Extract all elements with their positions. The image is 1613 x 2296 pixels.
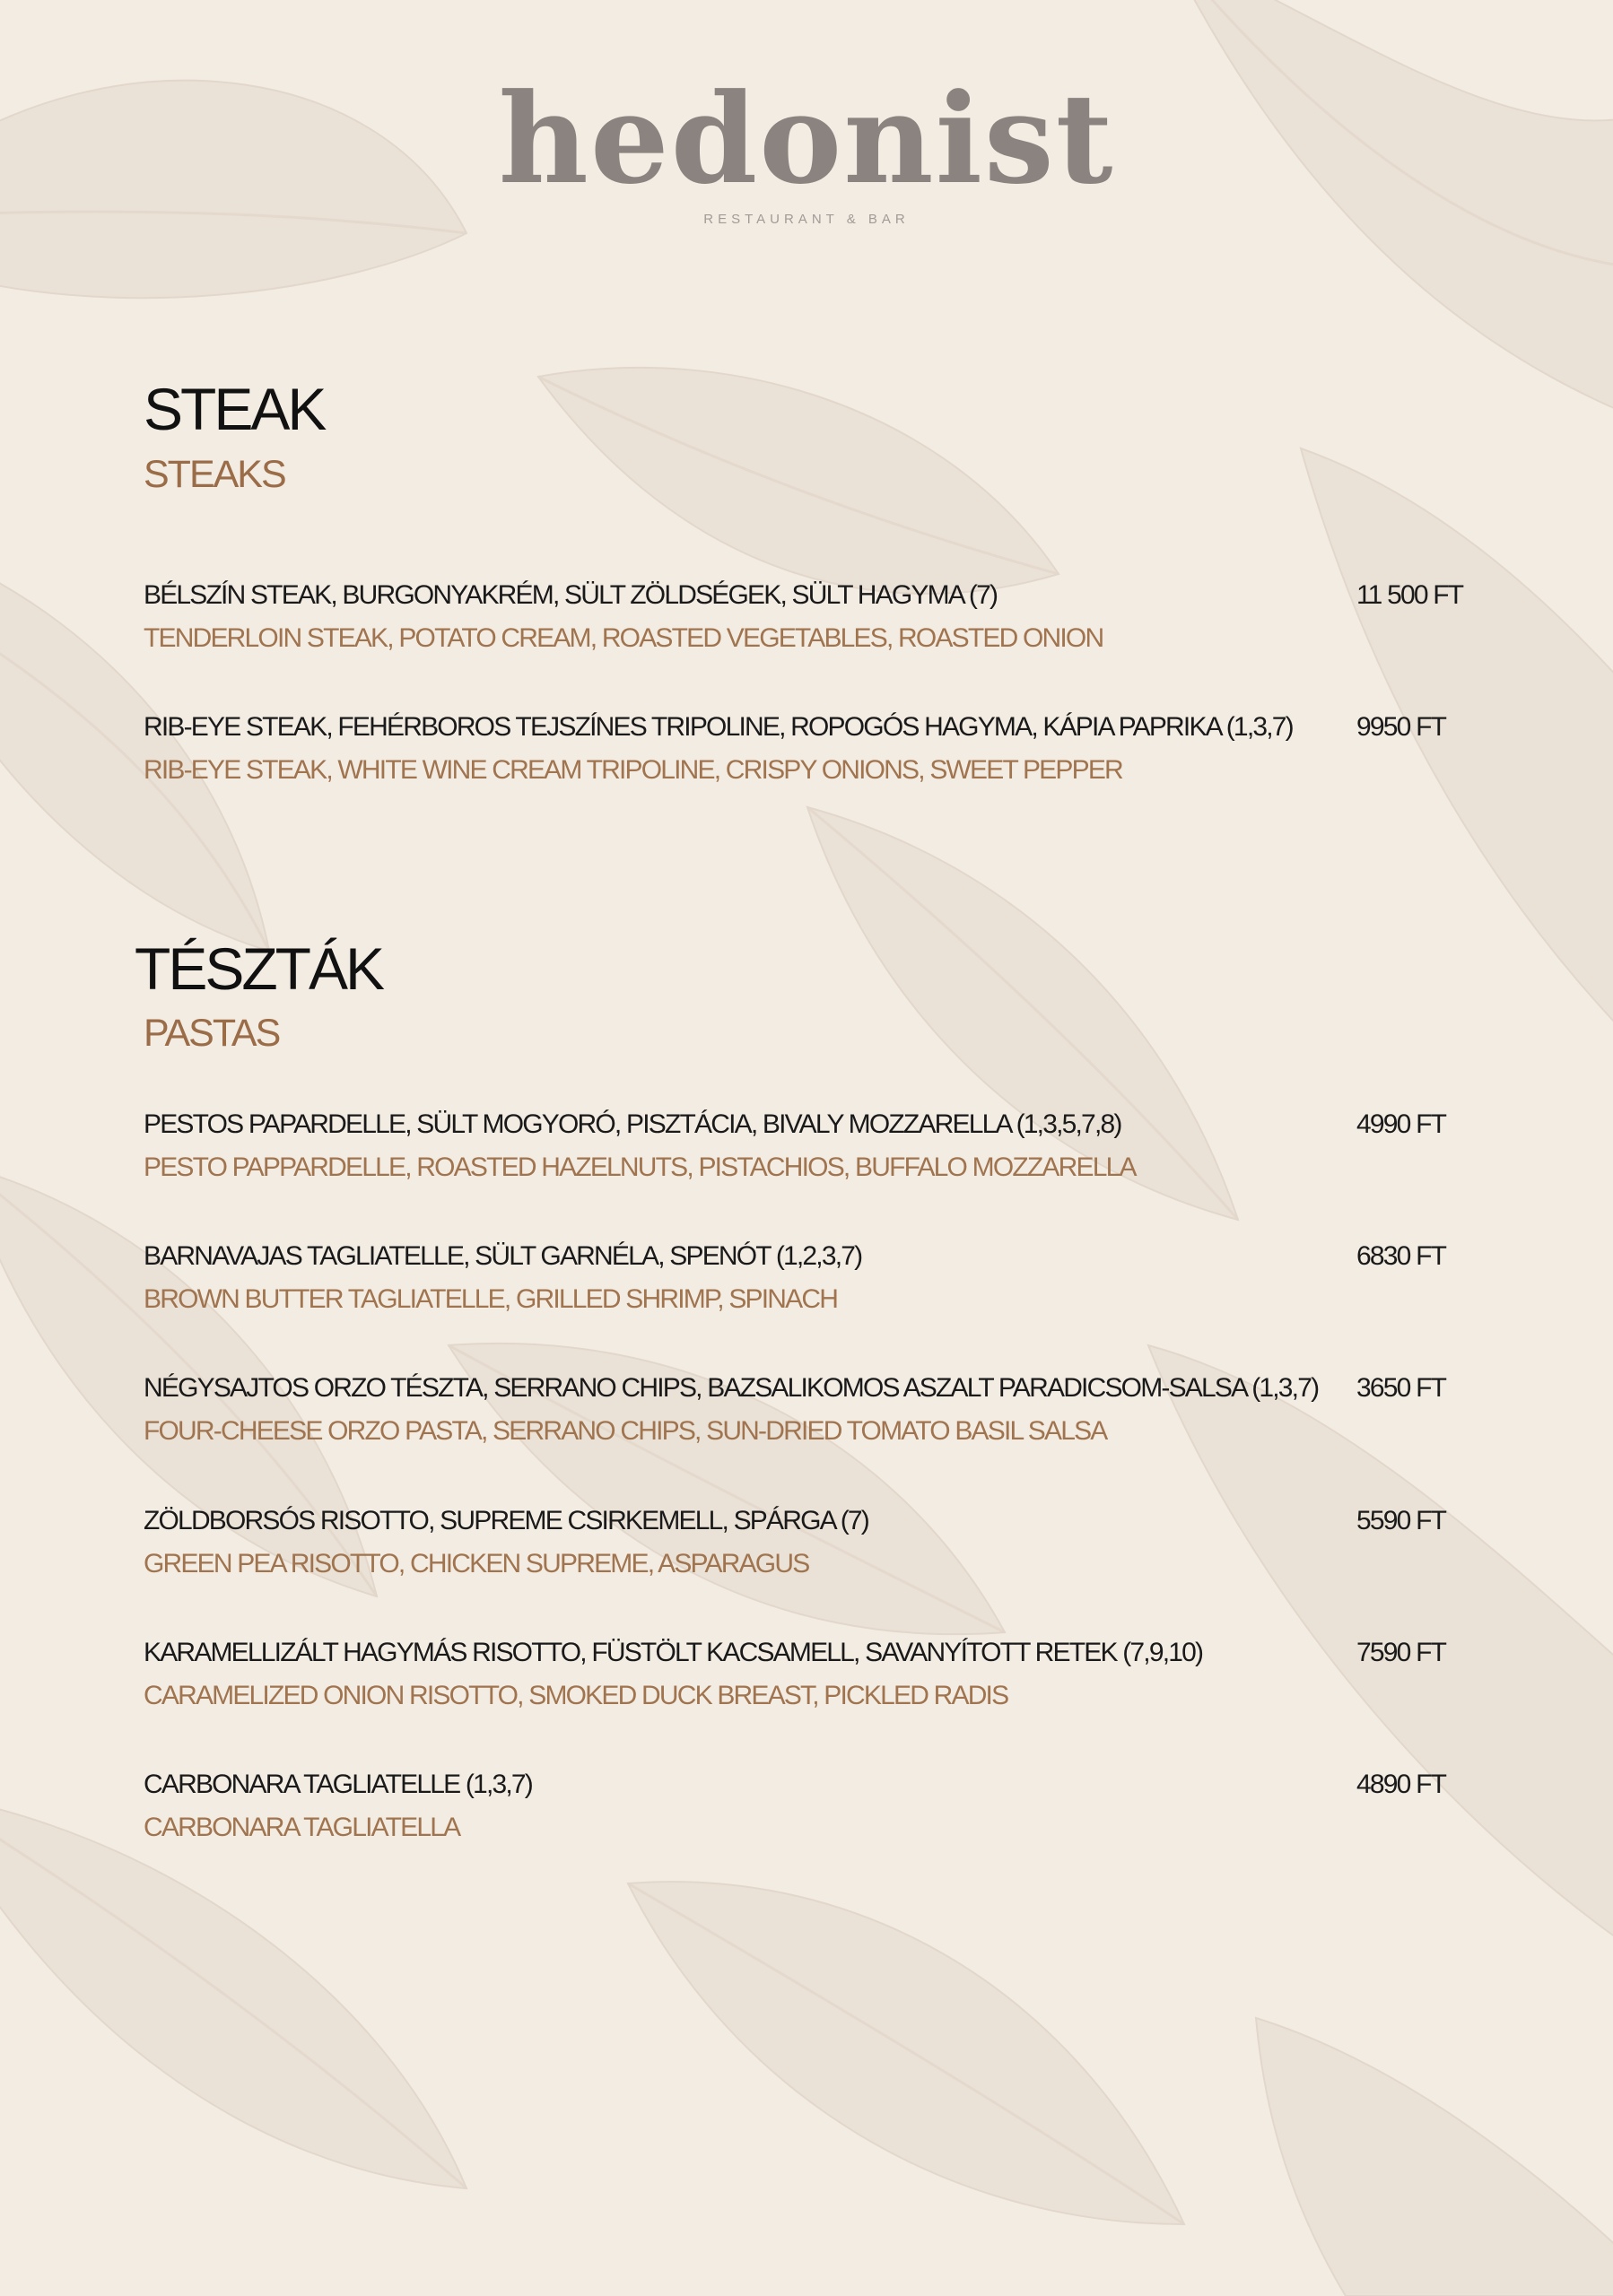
item-name-en: TENDERLOIN STEAK, POTATO CREAM, ROASTED VEGETABLES, ROASTED ONION [144,623,1103,653]
item-name-hu: BARNAVAJAS TAGLIATELLE, SÜLT GARNÉLA, SPENÓT (1,2,3,7) [144,1241,862,1271]
item-price: 11 500 FT [1356,580,1463,610]
menu-item [144,1240,1471,1330]
menu-item [144,711,1471,801]
item-name-en: CARAMELIZED ONION RISOTTO, SMOKED DUCK BREAST, PICKLED RADIS [144,1681,1008,1710]
menu-item [144,1637,1471,1726]
item-price: 6830 FT [1356,1241,1446,1271]
menu-item [144,579,1471,669]
menu-item [144,1505,1471,1595]
item-price: 4990 FT [1356,1109,1446,1139]
item-name-en: GREEN PEA RISOTTO, CHICKEN SUPREME, ASPARAGUS [144,1549,809,1578]
menu-item [144,1372,1471,1462]
item-name-hu: ZÖLDBORSÓS RISOTTO, SUPREME CSIRKEMELL, SPÁRGA (7) [144,1506,868,1535]
item-name-en: FOUR-CHEESE ORZO PASTA, SERRANO CHIPS, SUN-DRIED TOMATO BASIL SALSA [144,1416,1107,1446]
item-price: 5590 FT [1356,1506,1446,1535]
menu-item [144,1769,1471,1858]
menu-item [144,1109,1471,1198]
item-name-en: BROWN BUTTER TAGLIATELLE, GRILLED SHRIMP, SPINACH [144,1284,838,1314]
restaurant-logo: hedonist [498,65,1115,212]
item-price: 4890 FT [1356,1770,1446,1799]
item-name-hu: CARBONARA TAGLIATELLE (1,3,7) [144,1770,532,1799]
item-name-en: RIB-EYE STEAK, WHITE WINE CREAM TRIPOLINE, CRISPY ONIONS, SWEET PEPPER [144,755,1122,785]
item-name-en: CARBONARA TAGLIATELLA [144,1813,460,1842]
section-subtitle-pastas: PASTAS [144,1012,280,1055]
item-name-en: PESTO PAPPARDELLE, ROASTED HAZELNUTS, PISTACHIOS, BUFFALO MOZZARELLA [144,1152,1136,1182]
item-name-hu: RIB-EYE STEAK, FEHÉRBOROS TEJSZÍNES TRIPOLINE, ROPOGÓS HAGYMA, KÁPIA PAPRIKA (1,3,7) [144,712,1293,742]
section-title-tesztak: TÉSZTÁK [135,935,383,1002]
item-name-hu: BÉLSZÍN STEAK, BURGONYAKRÉM, SÜLT ZÖLDSÉGEK, SÜLT HAGYMA (7) [144,580,998,610]
item-name-hu: NÉGYSAJTOS ORZO TÉSZTA, SERRANO CHIPS, BAZSALIKOMOS ASZALT PARADICSOM-SALSA (1,3,7) [144,1373,1319,1403]
item-price: 3650 FT [1356,1373,1446,1403]
section-title-steak: STEAK [144,376,325,442]
section-subtitle-steaks: STEAKS [144,453,285,496]
item-name-hu: KARAMELLIZÁLT HAGYMÁS RISOTTO, FÜSTÖLT KACSAMELL, SAVANYÍTOTT RETEK (7,9,10) [144,1638,1203,1667]
item-price: 7590 FT [1356,1638,1446,1667]
item-price: 9950 FT [1356,712,1446,742]
restaurant-tagline: RESTAURANT & BAR [703,212,910,227]
item-name-hu: PESTOS PAPARDELLE, SÜLT MOGYORÓ, PISZTÁCIA, BIVALY MOZZARELLA (1,3,5,7,8) [144,1109,1121,1139]
